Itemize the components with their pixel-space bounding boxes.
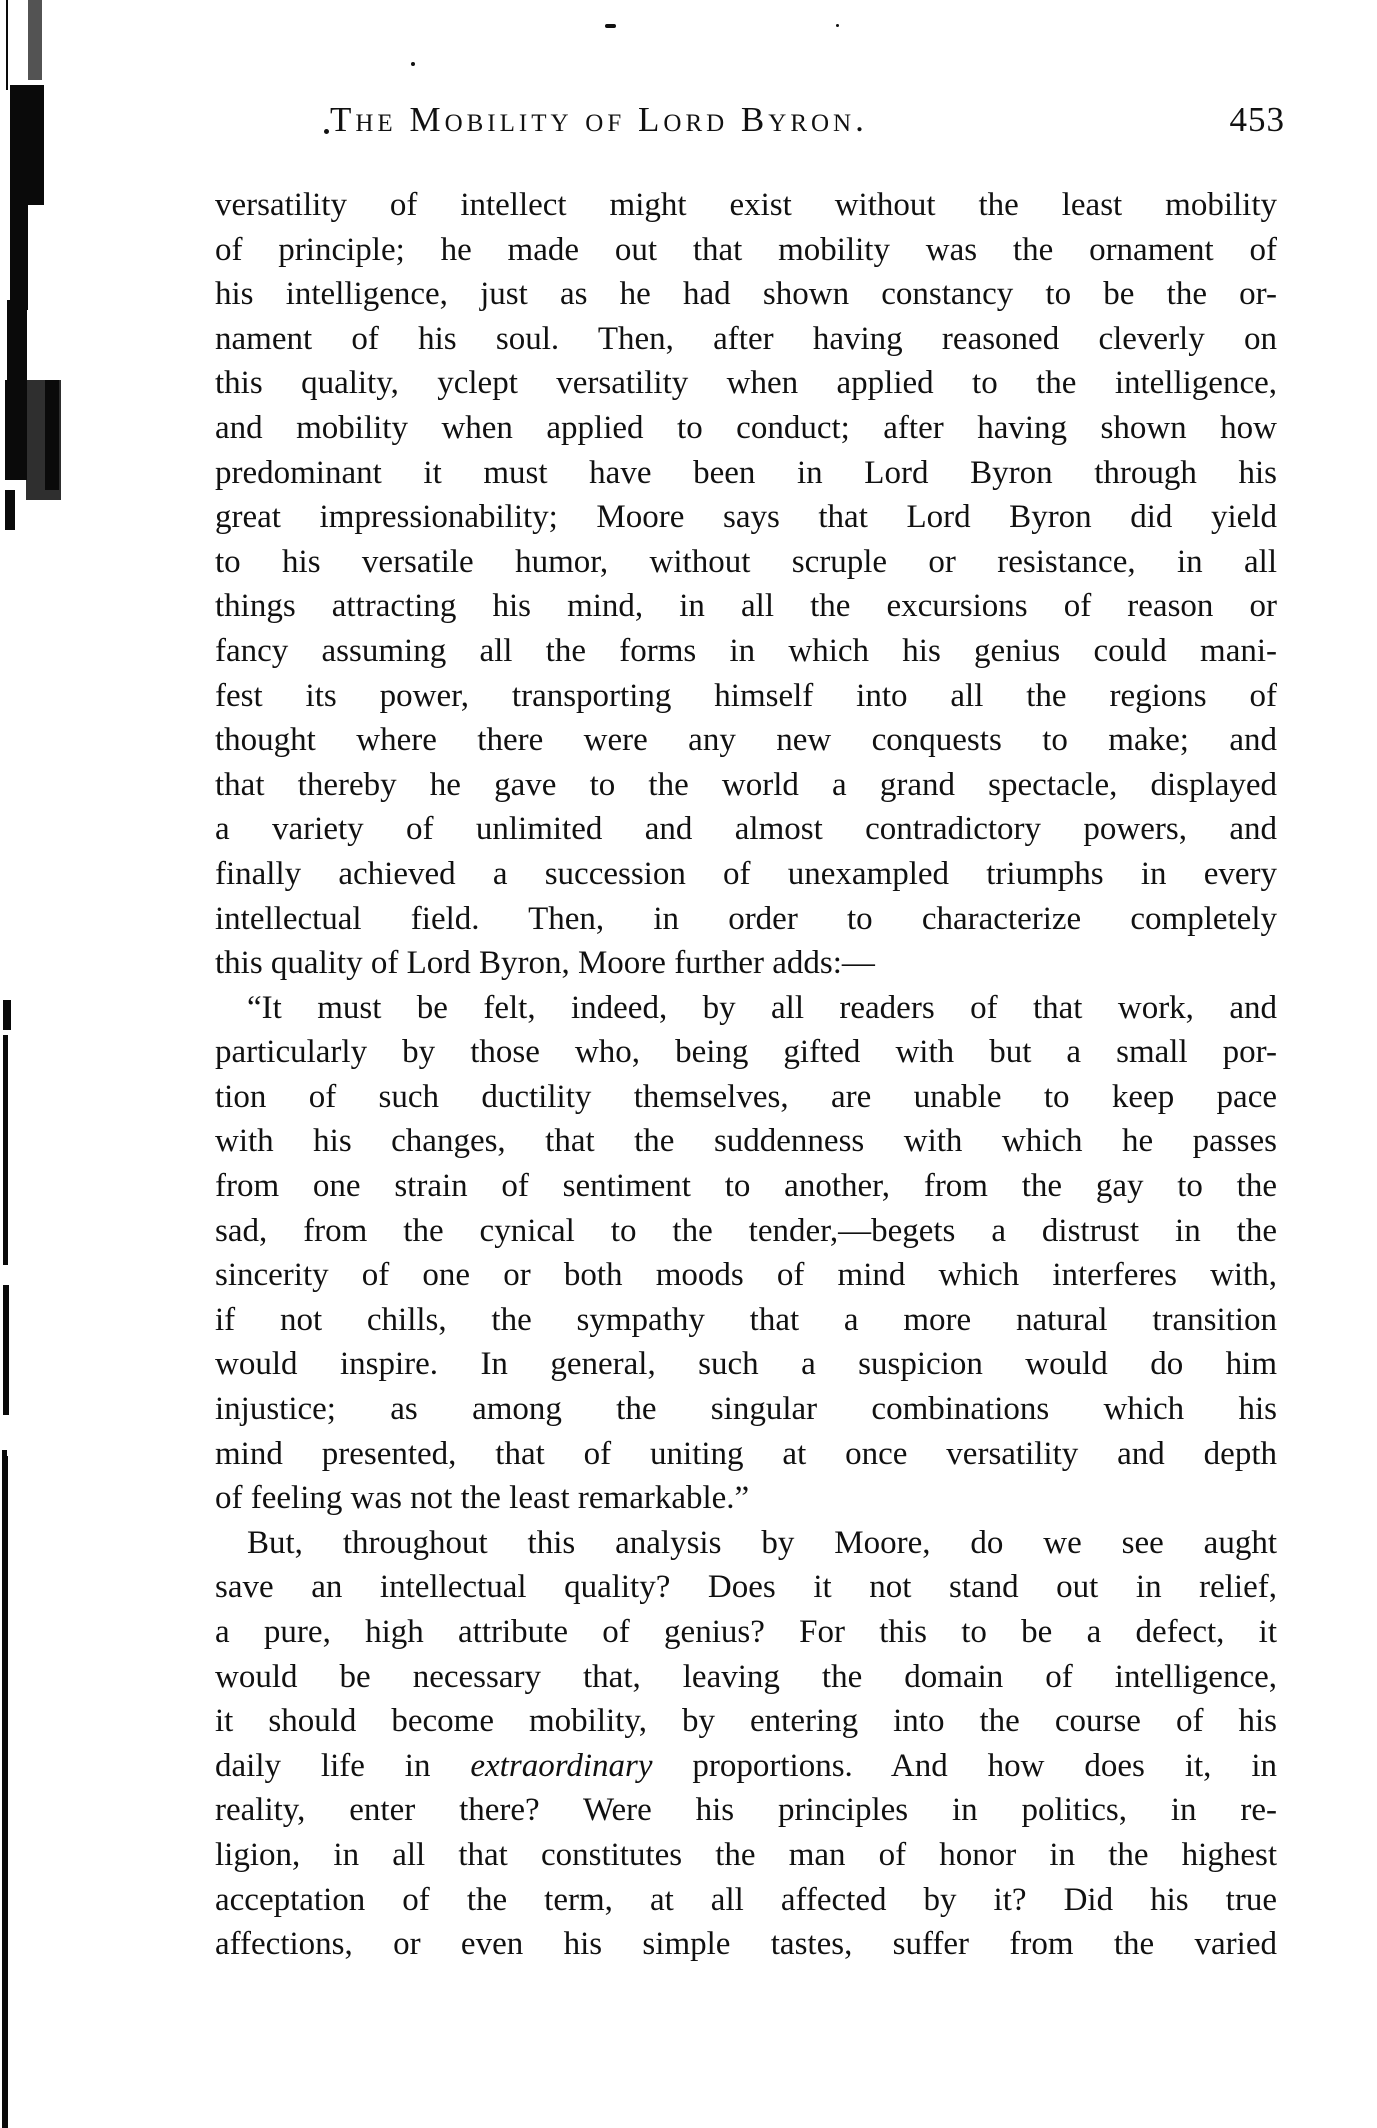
text-line: thought where there were any new conquests to make; and bbox=[215, 722, 1277, 759]
text-line: intellectual field. Then, in order to characterize completely bbox=[215, 900, 1277, 937]
text-line: of principle; he made out that mobility was the ornament of bbox=[215, 231, 1277, 268]
running-head bbox=[330, 100, 1285, 144]
text-line: But, throughout this analysis by Moore, do we see aught bbox=[247, 1524, 1277, 1561]
scan-speck bbox=[411, 62, 415, 66]
text-line: injustice; as among the singular combinations which his bbox=[215, 1391, 1277, 1428]
text-line: sincerity of one or both moods of mind which interferes with, bbox=[215, 1257, 1277, 1294]
text-line: this quality, yclept versatility when applied to the intelligence, bbox=[215, 365, 1277, 402]
text-line: mind presented, that of uniting at once versatility and depth bbox=[215, 1435, 1277, 1472]
text-line: nament of his soul. Then, after having reasoned cleverly on bbox=[215, 320, 1277, 357]
text-line: great impressionability; Moore says that Lord Byron did yield bbox=[215, 499, 1277, 536]
text-line: acceptation of the term, at all affected by it? Did his true bbox=[215, 1881, 1277, 1918]
text-line: his intelligence, just as he had shown constancy to be the or- bbox=[215, 276, 1277, 313]
text-line: affections, or even his simple tastes, suffer from the varied bbox=[215, 1926, 1277, 1963]
binding-shadow bbox=[0, 0, 70, 2128]
text-line: finally achieved a succession of unexampled triumphs in every bbox=[215, 855, 1277, 892]
text-line: things attracting his mind, in all the excursions of reason or bbox=[215, 588, 1277, 625]
text-line: predominant it must have been in Lord Byron through his bbox=[215, 454, 1277, 491]
text-line: a pure, high attribute of genius? For this to be a defect, it bbox=[215, 1614, 1277, 1650]
text-span: proportions. And how does it, in bbox=[652, 1747, 1277, 1784]
text-line: particularly by those who, being gifted with but a small por- bbox=[215, 1034, 1277, 1071]
text-line: “It must be felt, indeed, by all readers of that work, and bbox=[247, 989, 1277, 1026]
text-line bbox=[215, 1744, 1277, 1789]
scan-speck bbox=[836, 24, 839, 27]
text-line: fancy assuming all the forms in which his genius could mani- bbox=[215, 632, 1277, 669]
text-line: versatility of intellect might exist without the least mobility bbox=[215, 187, 1277, 223]
text-line: to his versatile humor, without scruple or resistance, in all bbox=[215, 543, 1277, 580]
text-line: would inspire. In general, such a suspicion would do him bbox=[215, 1346, 1277, 1383]
text-line: tion of such ductility themselves, are unable to keep pace bbox=[215, 1078, 1277, 1115]
text-line: a variety of unlimited and almost contradictory powers, and bbox=[215, 811, 1277, 848]
text-line: would be necessary that, leaving the domain of intelligence, bbox=[215, 1658, 1277, 1695]
page-number: 453 bbox=[1229, 100, 1285, 139]
running-head-title: The Mobility of Lord Byron. bbox=[330, 100, 868, 139]
text-line: if not chills, the sympathy that a more natural transition bbox=[215, 1301, 1277, 1338]
text-line: it should become mobility, by entering into the course of his bbox=[215, 1703, 1277, 1740]
scan-speck bbox=[605, 24, 616, 28]
italic-emphasis: extraordinary bbox=[470, 1747, 653, 1784]
text-line: reality, enter there? Were his principles in politics, in re- bbox=[215, 1792, 1277, 1829]
text-line: with his changes, that the suddenness with which he passes bbox=[215, 1123, 1277, 1160]
text-line: ligion, in all that constitutes the man of honor in the highest bbox=[215, 1836, 1277, 1873]
text-line: fest its power, transporting himself into all the regions of bbox=[215, 677, 1277, 714]
text-span: daily life in bbox=[215, 1747, 471, 1784]
body-text bbox=[215, 183, 1277, 1967]
text-line: save an intellectual quality? Does it not stand out in relief, bbox=[215, 1569, 1277, 1606]
text-line: this quality of Lord Byron, Moore further adds:— bbox=[215, 945, 875, 982]
text-line: from one strain of sentiment to another, from the gay to the bbox=[215, 1168, 1277, 1205]
scan-speck bbox=[324, 129, 329, 134]
text-line: that thereby he gave to the world a grand spectacle, displayed bbox=[215, 766, 1277, 803]
text-line: sad, from the cynical to the tender,—begets a distrust in the bbox=[215, 1212, 1277, 1249]
text-line: of feeling was not the least remarkable.” bbox=[215, 1480, 750, 1517]
text-line: and mobility when applied to conduct; after having shown how bbox=[215, 409, 1277, 446]
